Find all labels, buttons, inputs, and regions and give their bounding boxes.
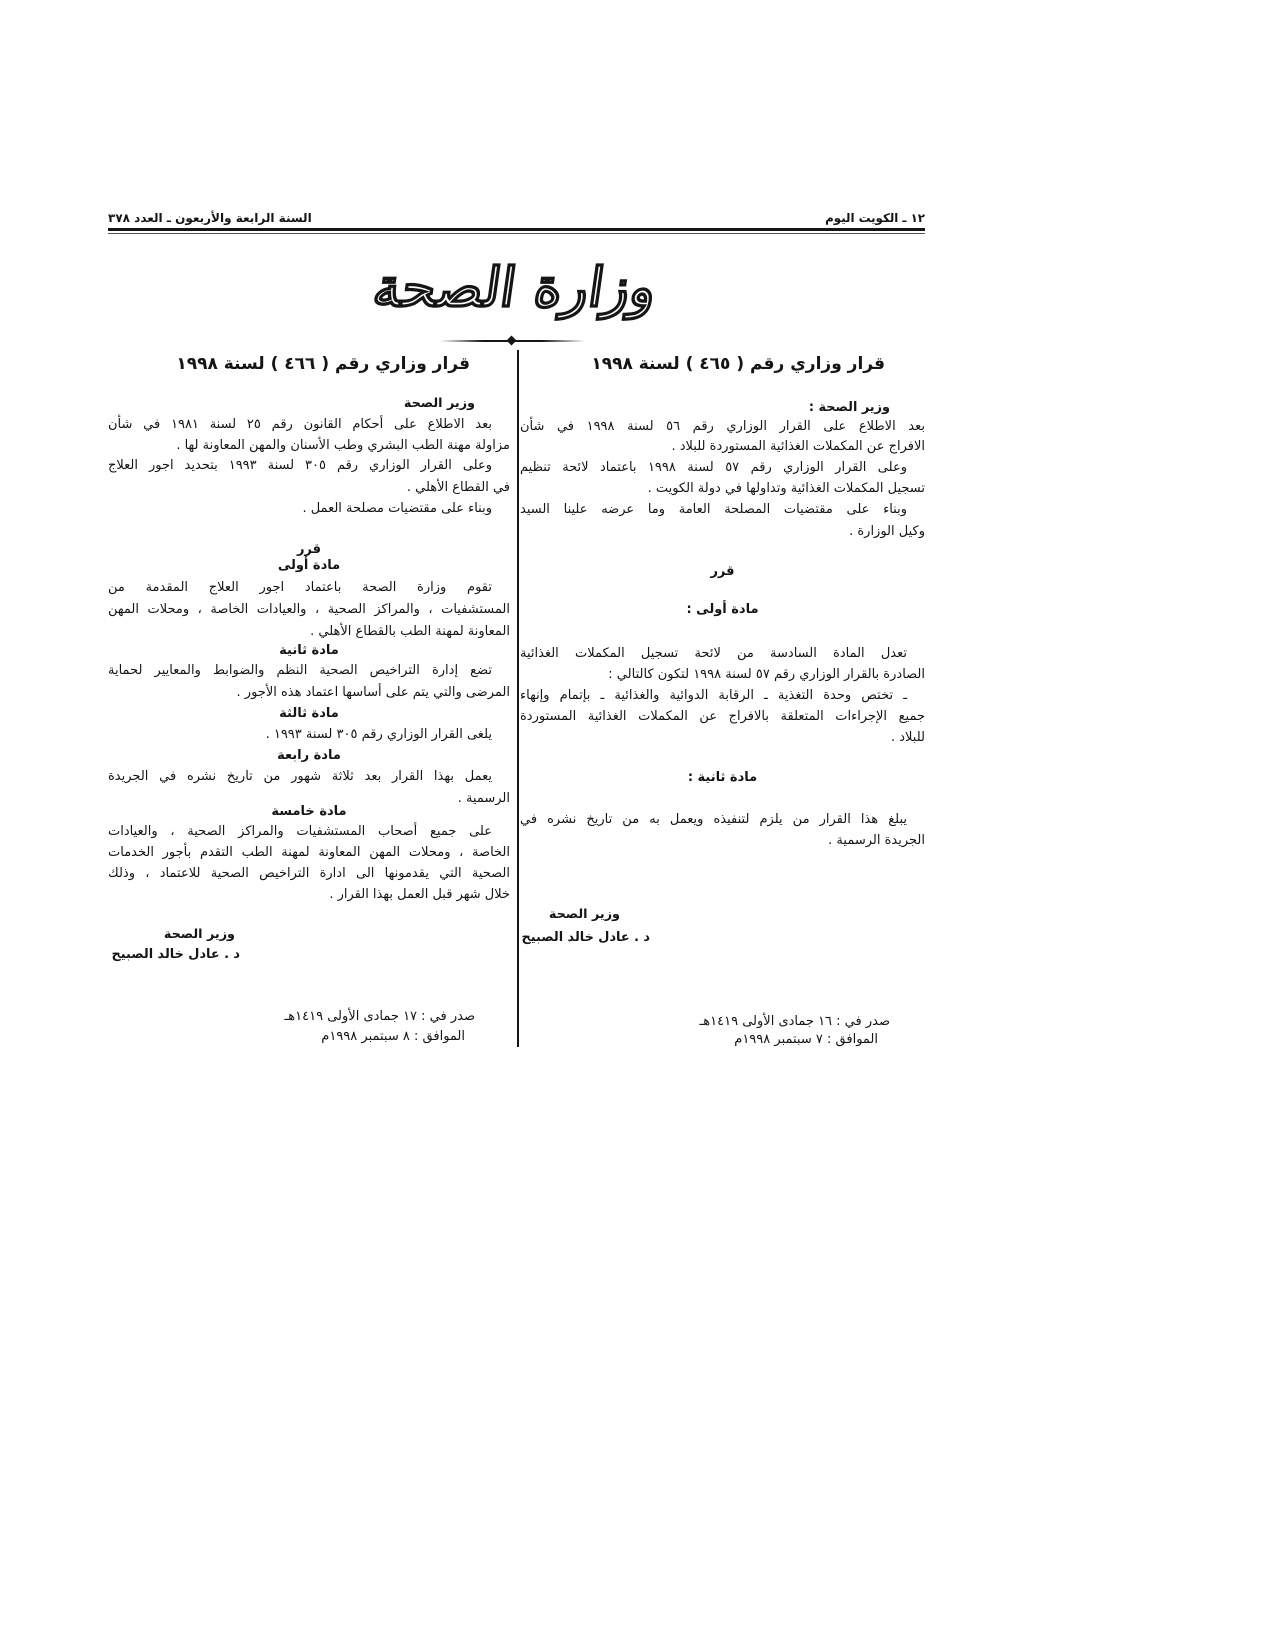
decision-466-article-1-line: تقوم وزارة الصحة باعتماد اجور العلاج المقدمة من xyxy=(108,580,492,595)
decision-466-article-4-heading: مادة رابعة xyxy=(277,748,341,763)
decision-466-article-4-line: يعمل بهذا القرار بعد ثلاثة شهور من تاريخ نشره في الجريدة xyxy=(108,769,492,784)
decision-465-preamble-line: وكيل الوزارة . xyxy=(849,524,925,539)
decision-466-issuer: وزير الصحة xyxy=(403,396,475,411)
decision-465-signature-title: وزير الصحة xyxy=(548,907,620,922)
decision-466-issued-hijri: صدر في : ١٧ جمادى الأولى ١٤١٩هـ xyxy=(284,1009,475,1024)
decision-465-article-2-line: الجريدة الرسمية . xyxy=(828,833,925,848)
decision-465-article-2-line: يبلغ هذا القرار من يلزم لتنفيذه ويعمل به من تاريخ نشره في xyxy=(520,812,907,827)
decision-466-preamble-line: بعد الاطلاع على أحكام القانون رقم ٢٥ لسنة ١٩٨١ في شأن xyxy=(107,417,492,432)
decision-465-article-1-line: تعدل المادة السادسة من لائحة تسجيل المكملات الغذائية xyxy=(520,646,907,661)
decision-465-preamble-line: وبناء على مقتضيات المصلحة العامة وما عرضه علينا السيد xyxy=(520,502,907,517)
header-issue-ref: السنة الرابعة والأربعون ـ العدد ٣٧٨ xyxy=(108,211,312,225)
decision-466-article-1-heading: مادة أولى xyxy=(277,558,341,573)
decision-465-article-2-heading: مادة ثانية : xyxy=(687,770,758,785)
header-page-ref: ١٢ ـ الكويت اليوم xyxy=(825,211,925,225)
header-rule-thin xyxy=(108,233,925,234)
header-rule xyxy=(108,228,925,231)
decision-466-article-3-heading: مادة ثالثة xyxy=(279,706,339,721)
decision-466-preamble-line: وبناء على مقتضيات مصلحة العمل . xyxy=(302,501,492,516)
decision-466-preamble-line: مزاولة مهنة الطب البشري وطب الأسنان والمهن المعاونة لها . xyxy=(176,438,510,453)
decision-466-article-5-line: خلال شهر قبل العمل بهذا القرار . xyxy=(329,887,510,902)
decision-466-article-2-line: المرضى والتي يتم على أساسها اعتماد هذه الأجور . xyxy=(236,685,510,700)
decision-465-article-1-line: للبلاد . xyxy=(891,730,925,745)
decision-466-signature-title: وزير الصحة xyxy=(163,927,235,942)
decision-465-article-1-heading: مادة أولى : xyxy=(686,602,759,617)
decision-466-decided: قرر xyxy=(296,542,322,557)
decision-465-article-1-line: الصادرة بالقرار الوزاري رقم ٥٧ لسنة ١٩٩٨ لتكون كالتالي : xyxy=(608,667,925,682)
decision-466-article-3-line: يلغى القرار الوزاري رقم ٣٠٥ لسنة ١٩٩٣ . xyxy=(265,727,492,742)
decision-466-article-4-line: الرسمية . xyxy=(457,791,510,806)
decision-466-preamble-line: في القطاع الأهلي . xyxy=(406,480,510,495)
decision-465-issuer: وزير الصحة : xyxy=(808,400,890,415)
decision-466-title: قرار وزاري رقم ( ٤٦٦ ) لسنة ١٩٩٨ xyxy=(176,354,470,374)
decision-466-article-5-heading: مادة خامسة xyxy=(271,804,347,819)
decision-466-preamble-line: وعلى القرار الوزاري رقم ٣٠٥ لسنة ١٩٩٣ بتحديد اجور العلاج xyxy=(108,458,492,473)
column-divider xyxy=(517,350,519,1047)
decision-466-article-1-line: المستشفيات ، والمراكز الصحية ، والعيادات الخاصة ، ومحلات المهن xyxy=(108,602,510,617)
decision-465-title: قرار وزاري رقم ( ٤٦٥ ) لسنة ١٩٩٨ xyxy=(591,354,885,374)
decision-465-preamble-line: تسجيل المكملات الغذائية وتداولها في دولة الكويت . xyxy=(647,481,925,496)
decision-465-preamble-line: الافراج عن المكملات الغذائية المستوردة للبلاد . xyxy=(671,439,925,454)
decision-466-article-1-line: المعاونة لمهنة الطب بالقطاع الأهلي . xyxy=(310,624,510,639)
decision-466-article-5-line: على جميع أصحاب المستشفيات والمراكز الصحية ، والعيادات xyxy=(108,824,492,839)
decision-466-signature-name: د . عادل خالد الصبيح xyxy=(111,947,240,962)
title-ornament-diamond xyxy=(507,336,517,346)
decision-466-article-5-line: الصحية التي يقدمونها الى ادارة التراخيص الصحية للاعتماد ، وذلك xyxy=(108,866,510,881)
decision-465-decided: قرر xyxy=(710,564,735,579)
decision-466-article-2-heading: مادة ثانية xyxy=(279,643,339,658)
decision-465-article-1-line: ـ تختص وحدة التغذية ـ الرقابة الدوائية والغذائية ـ بإتمام وإنهاء xyxy=(520,688,907,703)
decision-465-article-1-line: جميع الإجراءات المتعلقة بالافراج عن المكملات الغذائية المستوردة xyxy=(520,709,925,724)
decision-465-signature-name: د . عادل خالد الصبيح xyxy=(521,930,650,945)
decision-465-issued-hijri: صدر في : ١٦ جمادى الأولى ١٤١٩هـ xyxy=(699,1014,890,1029)
decision-465-issued-gregorian: الموافق : ٧ سبتمبر ١٩٩٨م xyxy=(734,1032,878,1047)
ministry-title-calligraphy: وزارة الصحة xyxy=(369,255,661,319)
decision-466-article-2-line: تضع إدارة التراخيص الصحية النظم والضوابط والمعايير لحماية xyxy=(108,663,492,678)
decision-466-issued-gregorian: الموافق : ٨ سبتمبر ١٩٩٨م xyxy=(321,1029,465,1044)
decision-466-article-5-line: الخاصة ، ومحلات المهن المعاونة لمهنة الطب التقدم بأجور الخدمات xyxy=(108,845,510,860)
decision-465-preamble-line: وعلى القرار الوزاري رقم ٥٧ لسنة ١٩٩٨ باعتماد لائحة تنظيم xyxy=(520,460,907,475)
decision-465-preamble-line: بعد الاطلاع على القرار الوزاري رقم ٥٦ لسنة ١٩٩٨ في شأن xyxy=(520,419,925,434)
